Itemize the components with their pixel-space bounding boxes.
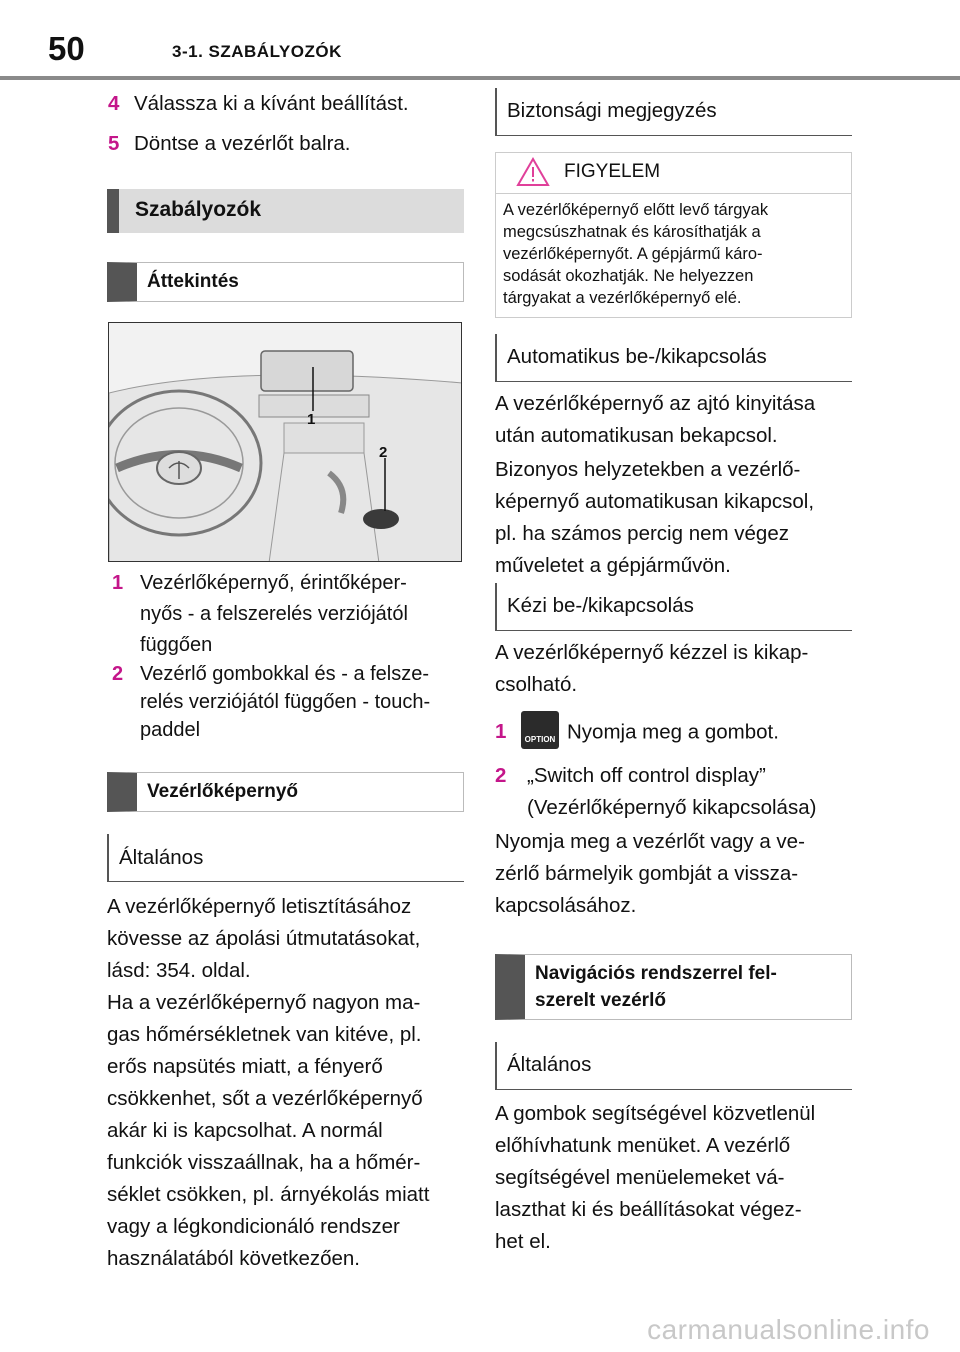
chapter-title: 3-1. SZABÁLYOZÓK (172, 42, 342, 61)
list-item: 5 Döntse a vezérlőt balra. (108, 132, 351, 155)
watermark: carmanualsonline.info (647, 1314, 930, 1345)
list-item: 1 OPTION Nyomja meg a gombot. (495, 714, 779, 752)
paragraph: Bizonyos helyzetekben a vezérlő- képernyő automatikusan kikapcsol, pl. ha számos percig nem végez műveletet a gépjárművön. (495, 458, 815, 577)
list-item: 1 Vezérlőképernyő, érintőképer- nyős - a felszerelés verziójától függően (112, 572, 408, 656)
minor-heading: Biztonsági megjegyzés (495, 88, 852, 136)
warning-box (495, 152, 852, 318)
minor-heading: Kézi be-/kikapcsolás (495, 583, 852, 631)
option-button-icon: OPTION (521, 711, 559, 749)
warning-triangle-icon (516, 157, 550, 187)
subsection-heading: Áttekintés (107, 262, 464, 302)
dashboard-drawing (109, 323, 462, 562)
figure-callout: 1 (307, 411, 316, 428)
page-number: 50 (48, 30, 85, 67)
paragraph: A vezérlőképernyő az ajtó kinyitása után automatikusan bekapcsol. (495, 392, 816, 447)
paragraph: A vezérlőképernyő kézzel is kikap- csolható. (495, 641, 809, 696)
paragraph: Ha a vezérlőképernyő nagyon ma- gas hőmérsékletnek van kitéve, pl. erős napsütés miatt, a fényerő csökkenhet, sőt a vezérlőképernyő akár ki is kapcsolhat. A normál funkciók visszaállnak, ha a hőmér- séklet csökken, pl. árnyékolás miatt vagy a légkondicionáló rendszer használatából következően. (107, 991, 430, 1270)
dashboard-illustration (108, 322, 462, 562)
list-item: 2 „Switch off control display” (Vezérlőképernyő kikapcsolása) (495, 764, 817, 819)
paragraph: A gombok segítségével közvetlenül előhívhatunk menüket. A vezérlő segítségével menüelemeket vá- laszthat ki és beállításokat végez- het el. (495, 1102, 816, 1253)
header-rule (0, 76, 960, 80)
section-heading: Szabályozók (107, 189, 464, 233)
list-item: 2 Vezérlő gombokkal és - a felsze- relés verziójától függően - touch- paddel (112, 663, 431, 741)
minor-heading: Automatikus be-/kikapcsolás (495, 334, 852, 382)
minor-heading: Általános (107, 834, 464, 882)
subsection-heading: Vezérlőképernyő (107, 772, 464, 812)
warning-title: FIGYELEM (564, 161, 661, 182)
paragraph: Nyomja meg a vezérlőt vagy a ve- zérlő bármelyik gombját a vissza- kapcsolásához. (495, 830, 805, 917)
minor-heading: Általános (495, 1042, 852, 1090)
figure-callout: 2 (379, 444, 388, 461)
paragraph: A vezérlőképernyő letisztításához kövesse az ápolási útmutatásokat, lásd: 354. oldal. (107, 895, 421, 982)
list-item: 4 Válassza ki a kívánt beállítást. (108, 92, 409, 115)
subsection-heading: Navigációs rendszerrel fel- szerelt vezérlő (495, 954, 852, 1020)
warning-text: A vezérlőképernyő előtt levő tárgyak megcsúszhatnak és károsíthatják a vezérlőképernyőt. A gépjármű káro- sodását okozhatják. Ne helyezzen tárgyakat a vezérlőképernyő elé. (503, 201, 769, 307)
